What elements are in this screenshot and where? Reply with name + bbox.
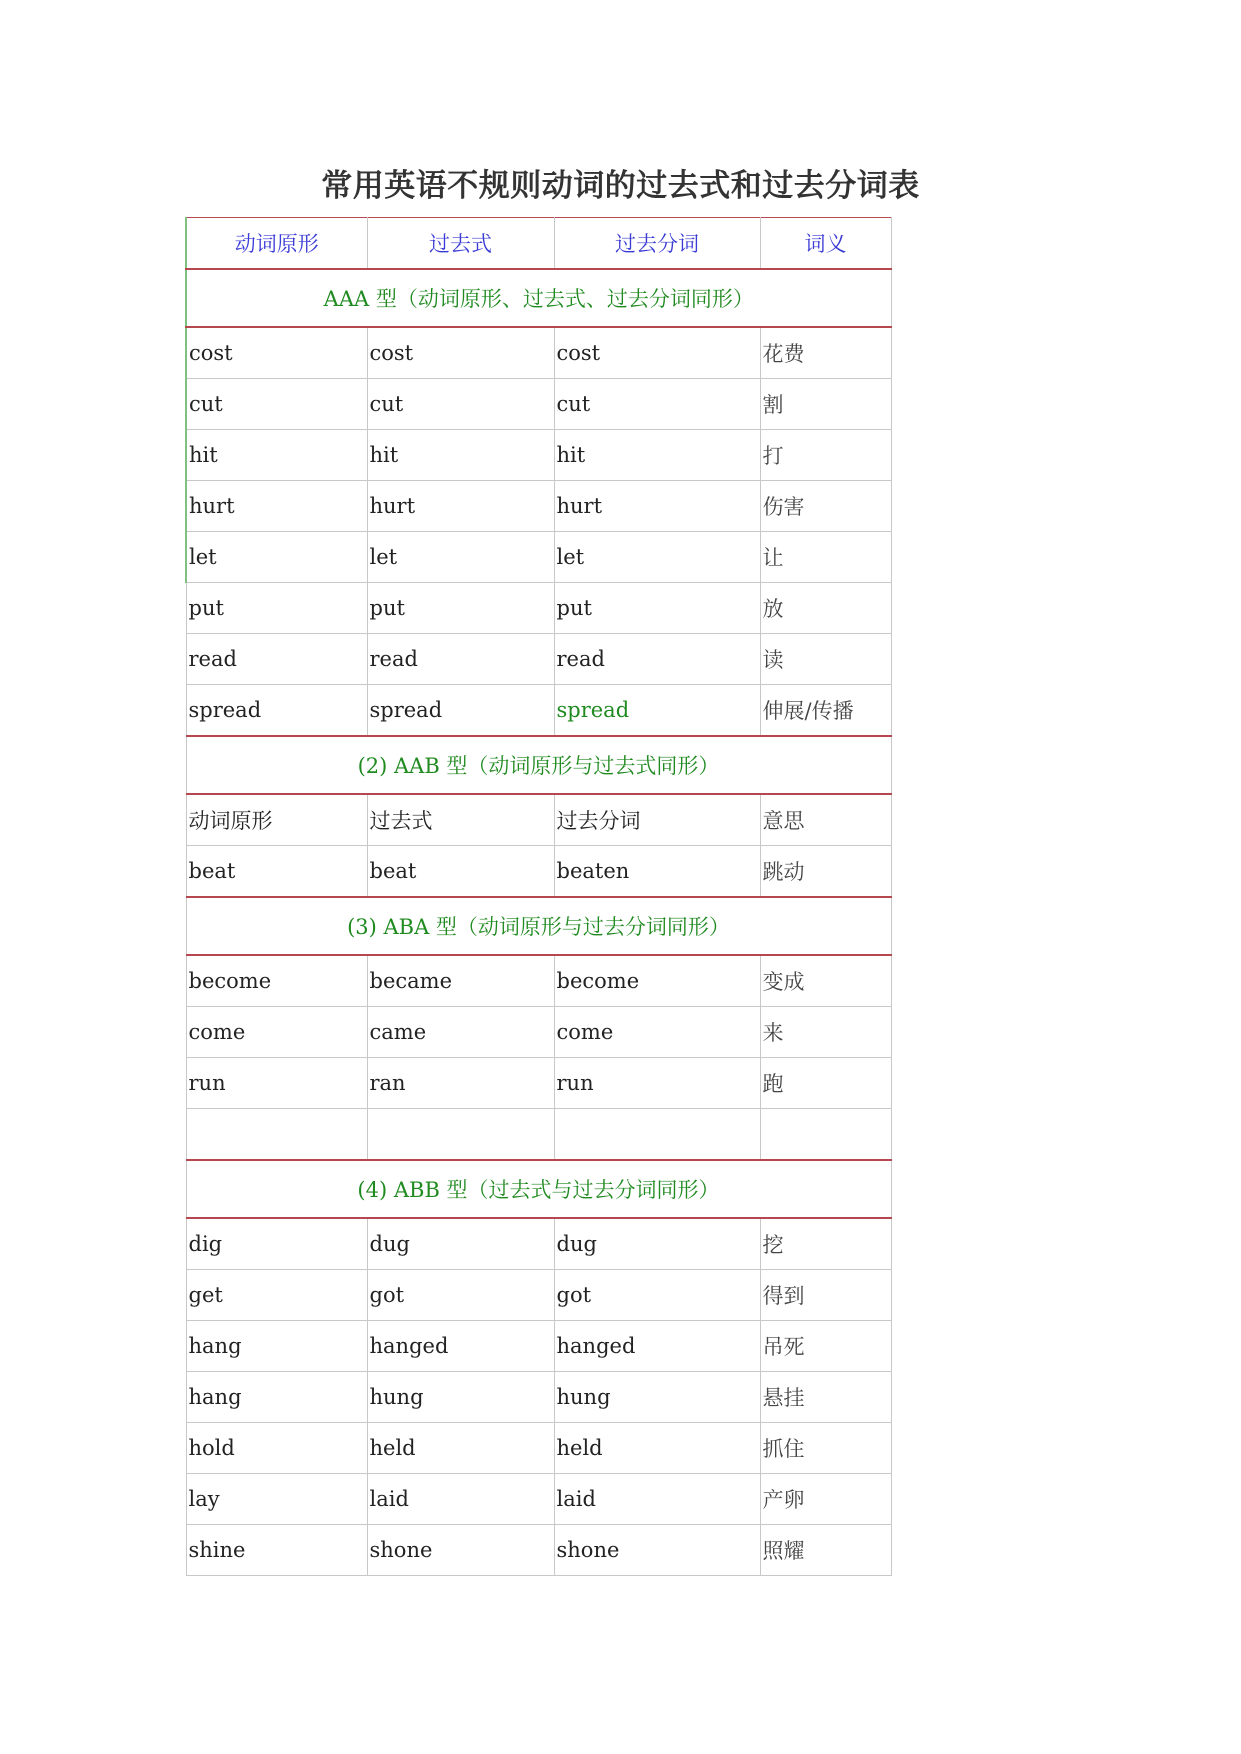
cell-past-participle: cost — [554, 327, 760, 379]
table-row — [186, 481, 891, 532]
cell-past-participle: read — [554, 634, 760, 685]
cell-meaning: 伤害 — [760, 481, 891, 532]
header-cell-meaning: 词义 — [760, 218, 891, 270]
cell-past-tense: held — [367, 1423, 554, 1474]
cell-base-form: spread — [186, 685, 367, 737]
table-row — [186, 1525, 891, 1576]
cell-base-form: hang — [186, 1321, 367, 1372]
cell-base-form: beat — [186, 846, 367, 898]
cell-past-tense: read — [367, 634, 554, 685]
header-row — [186, 218, 891, 270]
table-row — [186, 1321, 891, 1372]
cell-past-participle: hanged — [554, 1321, 760, 1372]
cell-past-participle: come — [554, 1007, 760, 1058]
section-label: (2) AAB 型（动词原形与过去式同形） — [186, 736, 891, 794]
cell-base-form: get — [186, 1270, 367, 1321]
cell-meaning: 照耀 — [760, 1525, 891, 1576]
table-row — [186, 430, 891, 481]
section-row — [186, 897, 891, 955]
section-row — [186, 269, 891, 327]
cell-meaning: 吊死 — [760, 1321, 891, 1372]
cell-past-participle: dug — [554, 1218, 760, 1270]
cell-meaning: 产卵 — [760, 1474, 891, 1525]
cell-past-tense: ran — [367, 1058, 554, 1109]
table-row — [186, 1474, 891, 1525]
cell-past-participle: run — [554, 1058, 760, 1109]
cell-base-form: dig — [186, 1218, 367, 1270]
cell-meaning: 悬挂 — [760, 1372, 891, 1423]
cell-meaning: 变成 — [760, 955, 891, 1007]
cell-meaning: 打 — [760, 430, 891, 481]
table-row — [186, 1372, 891, 1423]
cell-past-tense: hanged — [367, 1321, 554, 1372]
cell-base-form: let — [186, 532, 367, 583]
cell-base-form: cut — [186, 379, 367, 430]
cell-base-form — [186, 1109, 367, 1161]
section-label: (4) ABB 型（过去式与过去分词同形） — [186, 1160, 891, 1218]
cell-past-participle: hurt — [554, 481, 760, 532]
cell-meaning: 挖 — [760, 1218, 891, 1270]
table-row — [186, 1423, 891, 1474]
verb-table — [185, 217, 892, 1576]
cell-past-tense: shone — [367, 1525, 554, 1576]
header-cell-base-form: 动词原形 — [186, 218, 367, 270]
table-row — [186, 1109, 891, 1161]
cell-past-tense: got — [367, 1270, 554, 1321]
cell-past-participle: become — [554, 955, 760, 1007]
header-cell-past-participle: 过去分词 — [554, 218, 760, 270]
table-row — [186, 794, 891, 846]
table-body — [186, 218, 891, 1576]
cell-base-form: run — [186, 1058, 367, 1109]
cell-meaning: 读 — [760, 634, 891, 685]
cell-meaning: 让 — [760, 532, 891, 583]
cell-past-tense: dug — [367, 1218, 554, 1270]
cell-base-form: lay — [186, 1474, 367, 1525]
cell-past-participle: held — [554, 1423, 760, 1474]
table-row — [186, 1058, 891, 1109]
table-row — [186, 955, 891, 1007]
cell-past-tense: hit — [367, 430, 554, 481]
table-row — [186, 327, 891, 379]
cell-past-tense: hung — [367, 1372, 554, 1423]
cell-base-form: 动词原形 — [186, 794, 367, 846]
table-row — [186, 685, 891, 737]
page-title: 常用英语不规则动词的过去式和过去分词表 — [321, 168, 920, 204]
cell-past-tense: cost — [367, 327, 554, 379]
cell-meaning: 来 — [760, 1007, 891, 1058]
header-cell-past-tense: 过去式 — [367, 218, 554, 270]
cell-past-participle: 过去分词 — [554, 794, 760, 846]
cell-past-participle: cut — [554, 379, 760, 430]
cell-meaning: 得到 — [760, 1270, 891, 1321]
cell-past-participle: laid — [554, 1474, 760, 1525]
cell-base-form: shine — [186, 1525, 367, 1576]
cell-past-tense: put — [367, 583, 554, 634]
section-row — [186, 736, 891, 794]
cell-meaning: 伸展/传播 — [760, 685, 891, 737]
cell-base-form: put — [186, 583, 367, 634]
cell-past-tense: hurt — [367, 481, 554, 532]
table-row — [186, 634, 891, 685]
cell-base-form: come — [186, 1007, 367, 1058]
cell-meaning — [760, 1109, 891, 1161]
cell-base-form: hang — [186, 1372, 367, 1423]
cell-meaning: 放 — [760, 583, 891, 634]
cell-past-tense: spread — [367, 685, 554, 737]
cell-past-participle: hung — [554, 1372, 760, 1423]
cell-meaning: 花费 — [760, 327, 891, 379]
table-row — [186, 846, 891, 898]
cell-past-tense: let — [367, 532, 554, 583]
cell-past-participle: beaten — [554, 846, 760, 898]
table-row — [186, 583, 891, 634]
cell-past-participle: hit — [554, 430, 760, 481]
cell-meaning: 意思 — [760, 794, 891, 846]
cell-past-tense: 过去式 — [367, 794, 554, 846]
table-row — [186, 379, 891, 430]
cell-past-tense: became — [367, 955, 554, 1007]
cell-meaning: 跑 — [760, 1058, 891, 1109]
section-label: AAA 型（动词原形、过去式、过去分词同形） — [186, 269, 891, 327]
table-row — [186, 532, 891, 583]
cell-past-tense: laid — [367, 1474, 554, 1525]
table-row — [186, 1270, 891, 1321]
cell-base-form: hit — [186, 430, 367, 481]
cell-base-form: hurt — [186, 481, 367, 532]
cell-past-participle: got — [554, 1270, 760, 1321]
cell-past-participle: spread — [554, 685, 760, 737]
cell-past-participle: let — [554, 532, 760, 583]
cell-meaning: 跳动 — [760, 846, 891, 898]
cell-base-form: read — [186, 634, 367, 685]
cell-past-tense: beat — [367, 846, 554, 898]
cell-past-participle: put — [554, 583, 760, 634]
cell-past-tense: came — [367, 1007, 554, 1058]
table-row — [186, 1218, 891, 1270]
table-row — [186, 1007, 891, 1058]
cell-past-participle: shone — [554, 1525, 760, 1576]
cell-base-form: become — [186, 955, 367, 1007]
cell-base-form: hold — [186, 1423, 367, 1474]
cell-past-tense: cut — [367, 379, 554, 430]
cell-meaning: 割 — [760, 379, 891, 430]
section-label: (3) ABA 型（动词原形与过去分词同形） — [186, 897, 891, 955]
cell-past-tense — [367, 1109, 554, 1161]
section-row — [186, 1160, 891, 1218]
cell-meaning: 抓住 — [760, 1423, 891, 1474]
cell-base-form: cost — [186, 327, 367, 379]
cell-past-participle — [554, 1109, 760, 1161]
